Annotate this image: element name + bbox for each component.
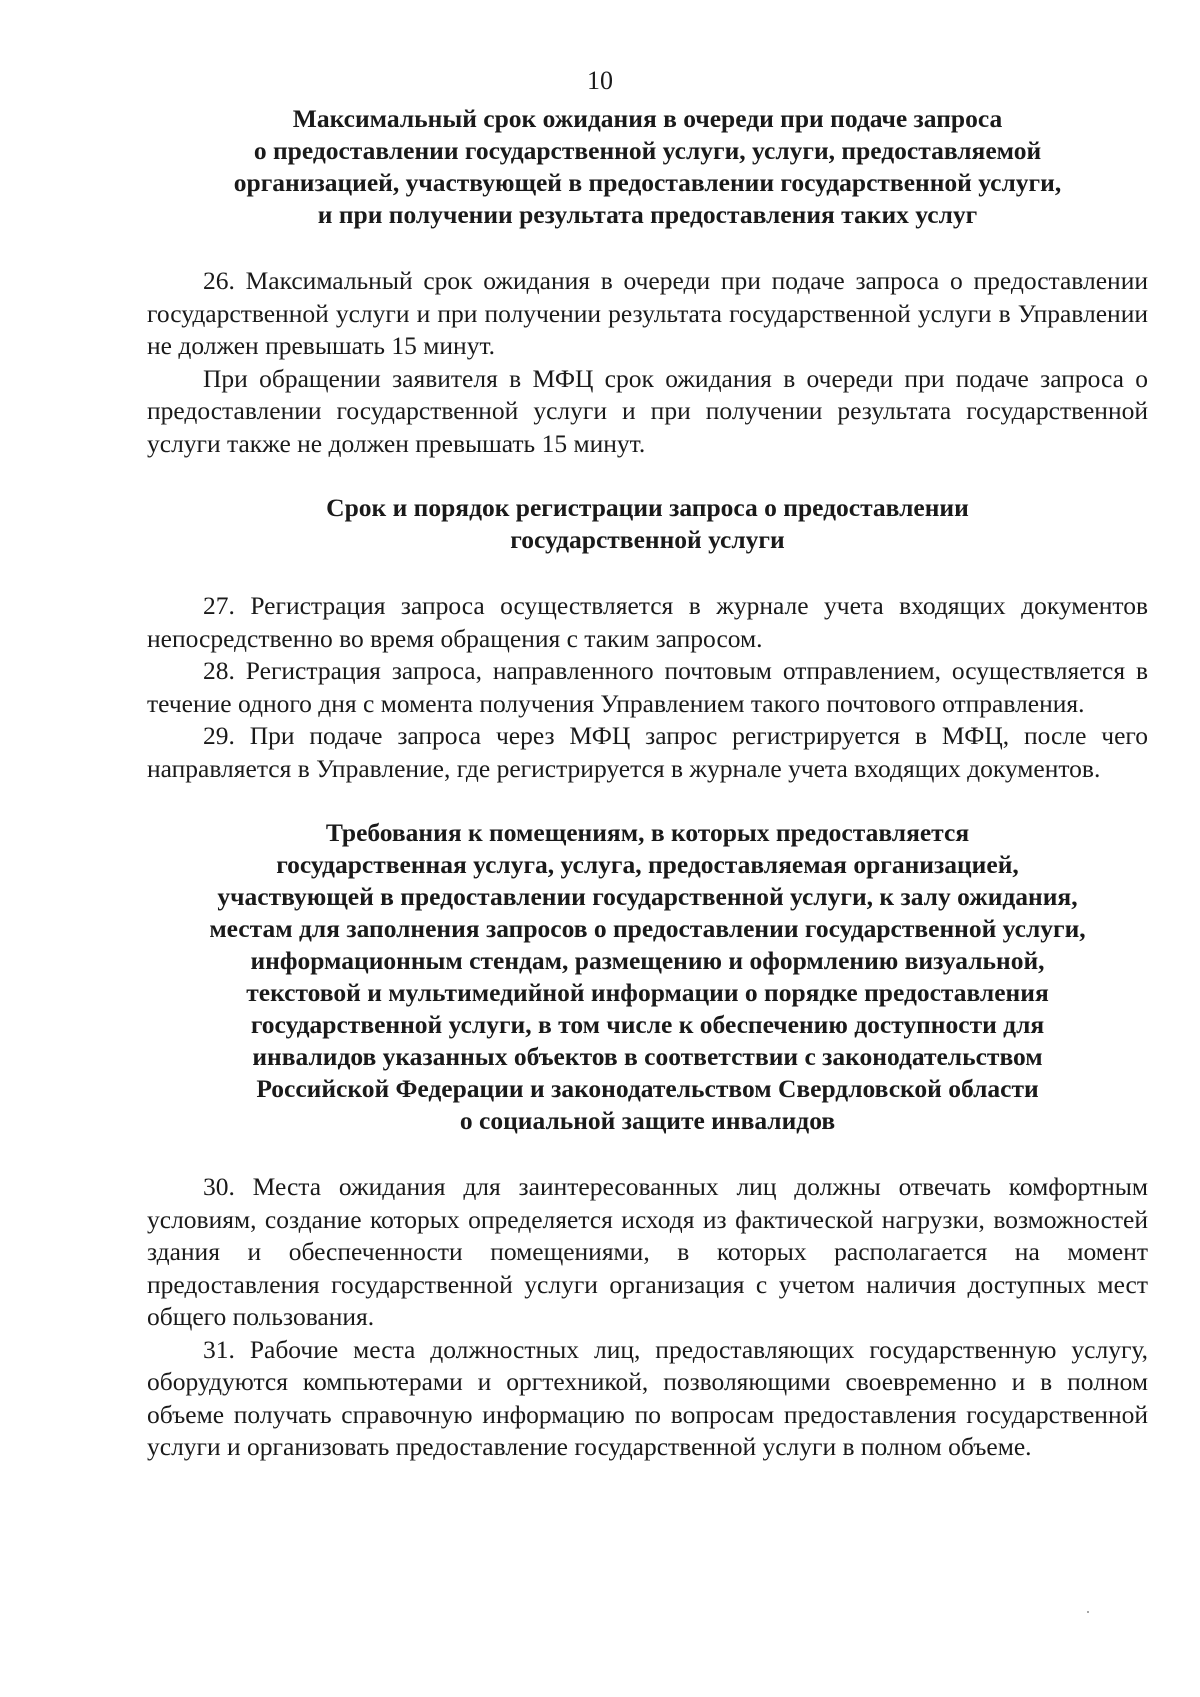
spacer <box>147 460 1148 492</box>
section-heading <box>147 492 1148 556</box>
section-heading <box>147 817 1148 1137</box>
heading-line: Российской Федерации и законодательством Свердловской области <box>256 1074 1039 1103</box>
spacer <box>147 785 1148 817</box>
heading-line: информационным стендам, размещению и оформлению визуальной, <box>250 946 1045 975</box>
section-request-registration <box>147 492 1148 785</box>
spacer <box>147 1137 1148 1171</box>
paragraph-27: 27. Регистрация запроса осуществляется в журнале учета входящих документов непосредственно во время обращения с таким запросом. <box>147 591 1148 653</box>
section-body <box>147 590 1148 785</box>
paragraph-28: 28. Регистрация запроса, направленного почтовым отправлением, осуществляется в течение одного дня с момента получения Управлением такого почтового отправления. <box>147 656 1148 718</box>
heading-line: инвалидов указанных объектов в соответствии с законодательством <box>252 1042 1043 1071</box>
section-premises-requirements <box>147 817 1148 1464</box>
page-number: 10 <box>587 66 613 95</box>
paragraph-30: 30. Места ожидания для заинтересованных лиц должны отвечать комфортным условиям, создание которых определяется исходя из фактической нагрузки, возможностей здания и обеспеченности помещениями, в которых располагается на момент предоставления государственной услуги организация с учетом наличия доступных мест общего пользования. <box>147 1172 1148 1331</box>
heading-line: текстовой и мультимедийной информации о порядке предоставления <box>246 978 1049 1007</box>
heading-line: Срок и порядок регистрации запроса о предоставлении <box>326 493 969 522</box>
heading-line: местам для заполнения запросов о предоставлении государственной услуги, <box>209 914 1086 943</box>
paragraph-26: 26. Максимальный срок ожидания в очереди при подаче запроса о предоставлении государственной услуги и при получении результата государственной услуги в Управлении не должен превышать 15 минут. <box>147 266 1148 360</box>
spacer <box>147 556 1148 590</box>
spacer <box>147 231 1148 265</box>
heading-line: государственной услуги <box>510 525 785 554</box>
heading-line: о социальной защите инвалидов <box>459 1106 836 1135</box>
section-body <box>147 265 1148 460</box>
heading-line: и при получении результата предоставления таких услуг <box>317 200 978 229</box>
paragraph-26-mfc: При обращении заявителя в МФЦ срок ожидания в очереди при подаче запроса о предоставлении государственной услуги и при получении результата государственной услуги также не должен превышать 15 минут. <box>147 363 1148 458</box>
paragraph-29: 29. При подаче запроса через МФЦ запрос регистрируется в МФЦ, после чего направляется в Управление, где регистрируется в журнале учета входящих документов. <box>147 721 1148 783</box>
paragraph-31: 31. Рабочие места должностных лиц, предоставляющих государственную услугу, оборудуются компьютерами и оргтехникой, позволяющими своевременно и в полном объеме получать справочную информацию по вопросам предоставления государственной услуги и организовать предоставление государственной услуги в полном объеме. <box>147 1334 1148 1461</box>
heading-line: Максимальный срок ожидания в очереди при подаче запроса <box>292 104 1003 133</box>
heading-line: государственная услуга, услуга, предоставляемая организацией, <box>276 850 1019 879</box>
heading-line: участвующей в предоставлении государственной услуги, к залу ожидания, <box>217 882 1078 911</box>
section-heading <box>147 103 1148 231</box>
heading-line: государственной услуги, в том числе к обеспечению доступности для <box>250 1010 1045 1039</box>
heading-line: Требования к помещениям, в которых предоставляется <box>325 818 970 847</box>
scan-speck <box>1087 1611 1089 1613</box>
heading-line: о предоставлении государственной услуги, услуги, предоставляемой <box>253 136 1042 165</box>
document-content <box>147 103 1148 1464</box>
section-body <box>147 1171 1148 1464</box>
section-queue-waiting-time <box>147 103 1148 460</box>
heading-line: организацией, участвующей в предоставлении государственной услуги, <box>233 168 1062 197</box>
